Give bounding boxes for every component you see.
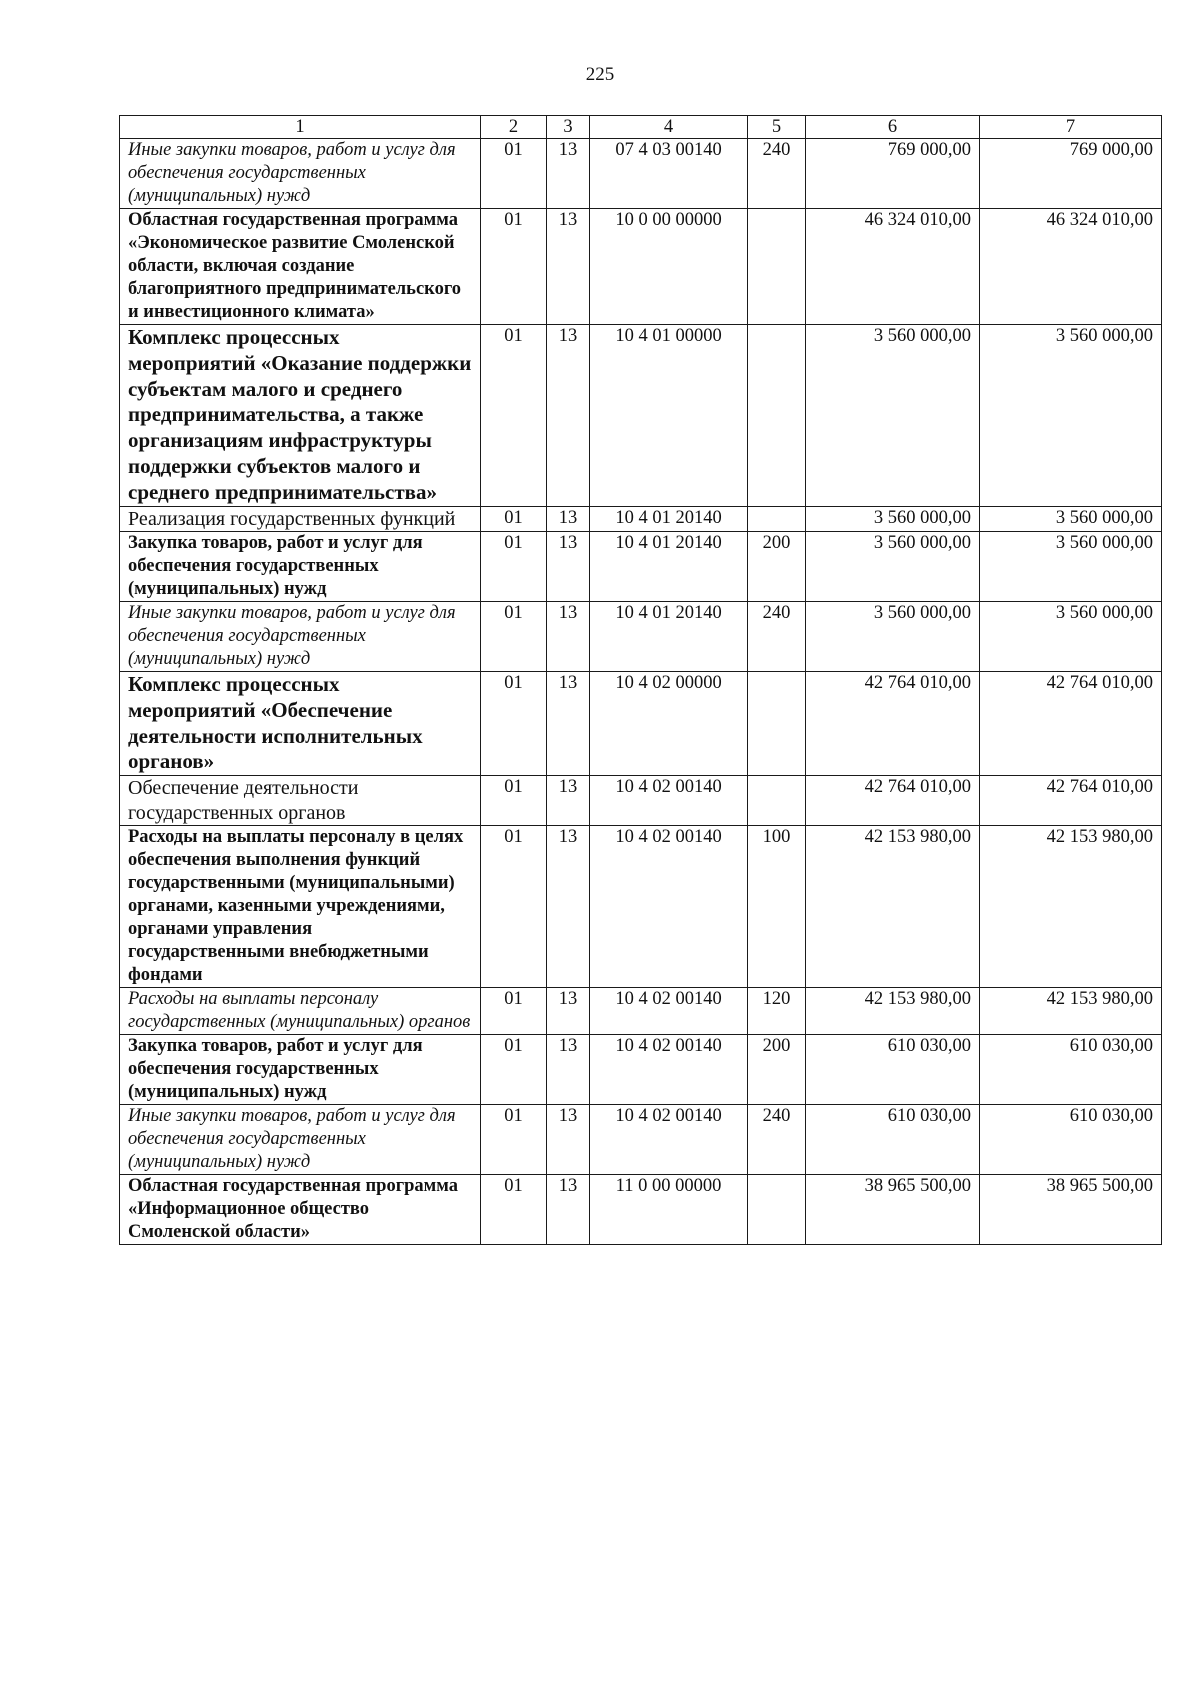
amount-cell: 3 560 000,00 (980, 325, 1162, 507)
column-header: 4 (590, 116, 748, 139)
expense-type-cell (748, 776, 806, 826)
section-cell: 01 (481, 988, 547, 1035)
target-article-cell: 10 4 02 00140 (590, 1035, 748, 1105)
amount-cell: 42 764 010,00 (980, 776, 1162, 826)
section-cell: 01 (481, 139, 547, 209)
item-name-cell: Обеспечение деятельности государственных органов (120, 776, 481, 826)
section-cell: 01 (481, 602, 547, 672)
amount-cell: 46 324 010,00 (806, 209, 980, 325)
amount-cell: 769 000,00 (806, 139, 980, 209)
expense-type-cell: 240 (748, 139, 806, 209)
budget-table (119, 115, 1162, 1245)
expense-type-cell: 100 (748, 826, 806, 988)
amount-cell: 610 030,00 (980, 1035, 1162, 1105)
table-row (120, 325, 1162, 507)
amount-cell: 46 324 010,00 (980, 209, 1162, 325)
subsection-cell: 13 (547, 776, 590, 826)
subsection-cell: 13 (547, 988, 590, 1035)
amount-cell: 42 153 980,00 (980, 988, 1162, 1035)
expense-type-cell: 200 (748, 1035, 806, 1105)
table-row (120, 776, 1162, 826)
expense-type-cell (748, 325, 806, 507)
section-cell: 01 (481, 776, 547, 826)
amount-cell: 769 000,00 (980, 139, 1162, 209)
item-name-cell: Закупка товаров, работ и услуг для обеспечения государственных (муниципальных) нужд (120, 1035, 481, 1105)
table-row (120, 532, 1162, 602)
target-article-cell: 10 4 02 00140 (590, 776, 748, 826)
item-name-cell: Комплекс процессных мероприятий «Оказание поддержки субъектам малого и среднего предпринимательства, а также организациям инфраструктуры поддержки субъектов малого и среднего предпринимательства» (120, 325, 481, 507)
table-row (120, 602, 1162, 672)
section-cell: 01 (481, 209, 547, 325)
amount-cell: 42 764 010,00 (806, 672, 980, 776)
target-article-cell: 10 4 02 00000 (590, 672, 748, 776)
table-row (120, 826, 1162, 988)
target-article-cell: 10 4 02 00140 (590, 826, 748, 988)
expense-type-cell: 240 (748, 602, 806, 672)
expense-type-cell: 240 (748, 1105, 806, 1175)
section-cell: 01 (481, 1175, 547, 1245)
item-name-cell: Областная государственная программа «Информационное общество Смоленской области» (120, 1175, 481, 1245)
header-row (120, 116, 1162, 139)
expense-type-cell (748, 672, 806, 776)
amount-cell: 3 560 000,00 (806, 506, 980, 532)
amount-cell: 3 560 000,00 (806, 602, 980, 672)
column-header: 6 (806, 116, 980, 139)
expense-type-cell (748, 1175, 806, 1245)
section-cell: 01 (481, 826, 547, 988)
item-name-cell: Расходы на выплаты персоналу государственных (муниципальных) органов (120, 988, 481, 1035)
amount-cell: 3 560 000,00 (980, 602, 1162, 672)
subsection-cell: 13 (547, 672, 590, 776)
amount-cell: 42 764 010,00 (980, 672, 1162, 776)
section-cell: 01 (481, 672, 547, 776)
section-cell: 01 (481, 325, 547, 507)
item-name-cell: Закупка товаров, работ и услуг для обеспечения государственных (муниципальных) нужд (120, 532, 481, 602)
subsection-cell: 13 (547, 209, 590, 325)
subsection-cell: 13 (547, 1175, 590, 1245)
target-article-cell: 10 4 02 00140 (590, 988, 748, 1035)
table-row (120, 506, 1162, 532)
subsection-cell: 13 (547, 325, 590, 507)
table-row (120, 1175, 1162, 1245)
target-article-cell: 07 4 03 00140 (590, 139, 748, 209)
expense-type-cell (748, 209, 806, 325)
amount-cell: 610 030,00 (806, 1105, 980, 1175)
target-article-cell: 10 4 01 20140 (590, 506, 748, 532)
item-name-cell: Иные закупки товаров, работ и услуг для обеспечения государственных (муниципальных) нужд (120, 602, 481, 672)
page-number: 225 (585, 64, 615, 85)
table-row (120, 1105, 1162, 1175)
subsection-cell: 13 (547, 532, 590, 602)
section-cell: 01 (481, 532, 547, 602)
table-body (120, 139, 1162, 1245)
item-name-cell: Расходы на выплаты персоналу в целях обеспечения выполнения функций государственными (муниципальными) органами, казенными учреждениями, органами управления государственными внебюджетными фондами (120, 826, 481, 988)
section-cell: 01 (481, 506, 547, 532)
amount-cell: 3 560 000,00 (980, 506, 1162, 532)
section-cell: 01 (481, 1035, 547, 1105)
target-article-cell: 11 0 00 00000 (590, 1175, 748, 1245)
target-article-cell: 10 4 01 00000 (590, 325, 748, 507)
item-name-cell: Иные закупки товаров, работ и услуг для обеспечения государственных (муниципальных) нужд (120, 1105, 481, 1175)
amount-cell: 610 030,00 (806, 1035, 980, 1105)
column-header: 5 (748, 116, 806, 139)
expense-type-cell (748, 506, 806, 532)
expense-type-cell: 200 (748, 532, 806, 602)
item-name-cell: Иные закупки товаров, работ и услуг для обеспечения государственных (муниципальных) нужд (120, 139, 481, 209)
subsection-cell: 13 (547, 602, 590, 672)
target-article-cell: 10 4 01 20140 (590, 602, 748, 672)
item-name-cell: Областная государственная программа «Экономическое развитие Смоленской области, включая создание благоприятного предпринимательского и инвестиционного климата» (120, 209, 481, 325)
table-row (120, 139, 1162, 209)
table-row (120, 988, 1162, 1035)
amount-cell: 38 965 500,00 (980, 1175, 1162, 1245)
amount-cell: 38 965 500,00 (806, 1175, 980, 1245)
amount-cell: 610 030,00 (980, 1105, 1162, 1175)
amount-cell: 3 560 000,00 (806, 325, 980, 507)
subsection-cell: 13 (547, 826, 590, 988)
item-name-cell: Комплекс процессных мероприятий «Обеспечение деятельности исполнительных органов» (120, 672, 481, 776)
subsection-cell: 13 (547, 1035, 590, 1105)
expense-type-cell: 120 (748, 988, 806, 1035)
target-article-cell: 10 4 02 00140 (590, 1105, 748, 1175)
subsection-cell: 13 (547, 506, 590, 532)
column-header: 2 (481, 116, 547, 139)
column-header: 7 (980, 116, 1162, 139)
table-row (120, 1035, 1162, 1105)
column-header: 1 (120, 116, 481, 139)
amount-cell: 42 153 980,00 (806, 826, 980, 988)
table-row (120, 672, 1162, 776)
amount-cell: 42 153 980,00 (806, 988, 980, 1035)
amount-cell: 3 560 000,00 (980, 532, 1162, 602)
table-row (120, 209, 1162, 325)
target-article-cell: 10 0 00 00000 (590, 209, 748, 325)
subsection-cell: 13 (547, 139, 590, 209)
item-name-cell: Реализация государственных функций (120, 506, 481, 532)
amount-cell: 42 153 980,00 (980, 826, 1162, 988)
subsection-cell: 13 (547, 1105, 590, 1175)
amount-cell: 3 560 000,00 (806, 532, 980, 602)
target-article-cell: 10 4 01 20140 (590, 532, 748, 602)
amount-cell: 42 764 010,00 (806, 776, 980, 826)
column-header: 3 (547, 116, 590, 139)
section-cell: 01 (481, 1105, 547, 1175)
